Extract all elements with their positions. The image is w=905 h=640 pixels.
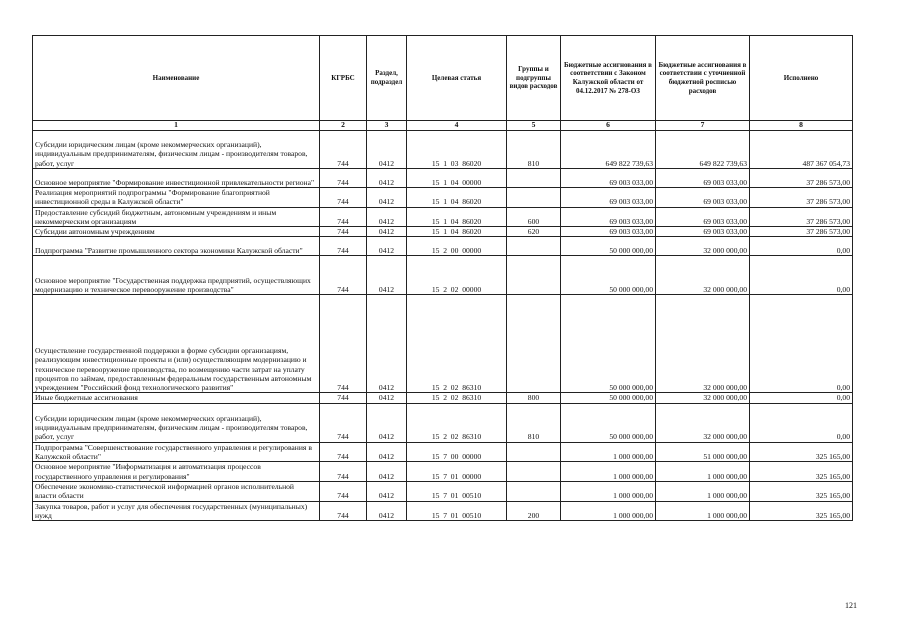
target-article-cell: 15 2 02 86310 <box>407 295 507 393</box>
refined-allocation-cell: 69 003 033,00 <box>656 169 750 188</box>
target-article-cell: 15 2 02 86310 <box>407 403 507 442</box>
executed-cell: 0,00 <box>750 256 853 295</box>
section-cell: 0412 <box>367 237 407 256</box>
budget-execution-table <box>32 35 853 521</box>
row-name-cell: Закупка товаров, работ и услуг для обеспечения государственных (муниципальных) нужд <box>33 501 320 521</box>
table-row <box>33 295 853 393</box>
column-number: 7 <box>656 121 750 131</box>
column-number-row <box>33 121 853 131</box>
target-article-cell: 15 2 02 00000 <box>407 256 507 295</box>
refined-allocation-cell: 69 003 033,00 <box>656 188 750 208</box>
law-allocation-cell: 69 003 033,00 <box>561 188 656 208</box>
row-name-cell: Субсидии автономным учреждениям <box>33 227 320 237</box>
row-name-cell: Предоставление субсидий бюджетным, автономным учреждениям и иным некоммерческим организациям <box>33 207 320 227</box>
expense-group-cell: 200 <box>507 501 561 521</box>
executed-cell: 37 286 573,00 <box>750 207 853 227</box>
executed-cell: 37 286 573,00 <box>750 169 853 188</box>
kgrbs-cell: 744 <box>320 256 367 295</box>
header-section: Раздел, подраздел <box>367 36 407 121</box>
table-row <box>33 237 853 256</box>
header-target-article: Целевая статья <box>407 36 507 121</box>
section-cell: 0412 <box>367 393 407 403</box>
kgrbs-cell: 744 <box>320 393 367 403</box>
law-allocation-cell: 1 000 000,00 <box>561 462 656 482</box>
law-allocation-cell: 50 000 000,00 <box>561 403 656 442</box>
table-row <box>33 403 853 442</box>
refined-allocation-cell: 51 000 000,00 <box>656 442 750 462</box>
expense-group-cell: 810 <box>507 403 561 442</box>
section-cell: 0412 <box>367 188 407 208</box>
header-refined-allocations: Бюджетные ассигнования в соответствии с уточненной бюджетной росписью расходов <box>656 36 750 121</box>
row-name-cell: Обеспечение экономико-статистической информацией органов исполнительной власти области <box>33 481 320 501</box>
executed-cell: 487 367 054,73 <box>750 131 853 169</box>
row-name-cell: Основное мероприятие "Информатизация и автоматизация процессов государственного управления и регулирования" <box>33 462 320 482</box>
section-cell: 0412 <box>367 207 407 227</box>
target-article-cell: 15 7 01 00510 <box>407 501 507 521</box>
executed-cell: 325 165,00 <box>750 462 853 482</box>
kgrbs-cell: 744 <box>320 295 367 393</box>
target-article-cell: 15 1 04 86020 <box>407 188 507 208</box>
table-row <box>33 501 853 521</box>
expense-group-cell: 600 <box>507 207 561 227</box>
expense-group-cell <box>507 256 561 295</box>
target-article-cell: 15 2 02 86310 <box>407 393 507 403</box>
budget-table-sheet <box>32 35 852 521</box>
header-expense-group: Группы и подгруппы видов расходов <box>507 36 561 121</box>
row-name-cell: Реализация мероприятий подпрограммы "Формирование благоприятной инвестиционной среды в Калужской области" <box>33 188 320 208</box>
target-article-cell: 15 1 04 86020 <box>407 207 507 227</box>
column-number: 1 <box>33 121 320 131</box>
law-allocation-cell: 1 000 000,00 <box>561 481 656 501</box>
executed-cell: 325 165,00 <box>750 442 853 462</box>
refined-allocation-cell: 1 000 000,00 <box>656 481 750 501</box>
column-number: 5 <box>507 121 561 131</box>
law-allocation-cell: 50 000 000,00 <box>561 393 656 403</box>
row-name-cell: Подпрограмма "Развитие промышленного сектора экономики Калужской области" <box>33 237 320 256</box>
target-article-cell: 15 7 01 00510 <box>407 481 507 501</box>
header-executed: Исполнено <box>750 36 853 121</box>
kgrbs-cell: 744 <box>320 442 367 462</box>
refined-allocation-cell: 649 822 739,63 <box>656 131 750 169</box>
expense-group-cell: 810 <box>507 131 561 169</box>
column-number: 4 <box>407 121 507 131</box>
column-number: 6 <box>561 121 656 131</box>
refined-allocation-cell: 1 000 000,00 <box>656 462 750 482</box>
expense-group-cell <box>507 295 561 393</box>
row-name-cell: Субсидии юридическим лицам (кроме некоммерческих организаций), индивидуальным предпринимателям, физическим лицам - производителям товаров, работ, услуг <box>33 403 320 442</box>
refined-allocation-cell: 32 000 000,00 <box>656 403 750 442</box>
kgrbs-cell: 744 <box>320 227 367 237</box>
section-cell: 0412 <box>367 501 407 521</box>
law-allocation-cell: 50 000 000,00 <box>561 295 656 393</box>
expense-group-cell <box>507 481 561 501</box>
table-row <box>33 256 853 295</box>
section-cell: 0412 <box>367 256 407 295</box>
section-cell: 0412 <box>367 131 407 169</box>
kgrbs-cell: 744 <box>320 169 367 188</box>
row-name-cell: Основное мероприятие "Государственная поддержка предприятий, осуществляющих модернизацию и техническое перевооружение производства" <box>33 256 320 295</box>
expense-group-cell: 800 <box>507 393 561 403</box>
executed-cell: 325 165,00 <box>750 481 853 501</box>
target-article-cell: 15 1 04 86020 <box>407 227 507 237</box>
expense-group-cell <box>507 237 561 256</box>
expense-group-cell <box>507 442 561 462</box>
table-header-row <box>33 36 853 121</box>
table-row <box>33 188 853 208</box>
row-name-cell: Осуществление государственной поддержки в форме субсидии организациям, реализующим инвестиционные проекты и (или) осуществляющим модернизацию и техническое перевооружение производства, по возмещению части затрат на уплату процентов по займам, предоставленным федеральным государственным автономным учреждением "Российский фонд технологического развития" <box>33 295 320 393</box>
kgrbs-cell: 744 <box>320 207 367 227</box>
table-row <box>33 207 853 227</box>
section-cell: 0412 <box>367 462 407 482</box>
row-name-cell: Подпрограмма "Совершенствование государственного управления и регулирования в Калужской области" <box>33 442 320 462</box>
table-row <box>33 227 853 237</box>
law-allocation-cell: 69 003 033,00 <box>561 169 656 188</box>
kgrbs-cell: 744 <box>320 501 367 521</box>
law-allocation-cell: 69 003 033,00 <box>561 227 656 237</box>
law-allocation-cell: 1 000 000,00 <box>561 501 656 521</box>
expense-group-cell <box>507 462 561 482</box>
row-name-cell: Субсидии юридическим лицам (кроме некоммерческих организаций), индивидуальным предпринимателям, физическим лицам - производителям товаров, работ, услуг <box>33 131 320 169</box>
target-article-cell: 15 7 00 00000 <box>407 442 507 462</box>
target-article-cell: 15 7 01 00000 <box>407 462 507 482</box>
expense-group-cell: 620 <box>507 227 561 237</box>
target-article-cell: 15 2 00 00000 <box>407 237 507 256</box>
law-allocation-cell: 649 822 739,63 <box>561 131 656 169</box>
refined-allocation-cell: 32 000 000,00 <box>656 393 750 403</box>
table-row <box>33 169 853 188</box>
column-number: 8 <box>750 121 853 131</box>
table-row <box>33 462 853 482</box>
column-number: 2 <box>320 121 367 131</box>
executed-cell: 325 165,00 <box>750 501 853 521</box>
table-row <box>33 393 853 403</box>
header-law-allocations: Бюджетные ассигнования в соответствии с Законом Калужской области от 04.12.2017 № 278-ОЗ <box>561 36 656 121</box>
header-name: Наименование <box>33 36 320 121</box>
section-cell: 0412 <box>367 169 407 188</box>
executed-cell: 37 286 573,00 <box>750 227 853 237</box>
executed-cell: 0,00 <box>750 393 853 403</box>
row-name-cell: Основное мероприятие "Формирование инвестиционной привлекательности региона" <box>33 169 320 188</box>
refined-allocation-cell: 32 000 000,00 <box>656 295 750 393</box>
kgrbs-cell: 744 <box>320 481 367 501</box>
section-cell: 0412 <box>367 481 407 501</box>
target-article-cell: 15 1 03 86020 <box>407 131 507 169</box>
table-row <box>33 442 853 462</box>
law-allocation-cell: 1 000 000,00 <box>561 442 656 462</box>
refined-allocation-cell: 69 003 033,00 <box>656 227 750 237</box>
executed-cell: 0,00 <box>750 237 853 256</box>
expense-group-cell <box>507 169 561 188</box>
section-cell: 0412 <box>367 295 407 393</box>
law-allocation-cell: 50 000 000,00 <box>561 256 656 295</box>
executed-cell: 0,00 <box>750 295 853 393</box>
kgrbs-cell: 744 <box>320 403 367 442</box>
kgrbs-cell: 744 <box>320 188 367 208</box>
row-name-cell: Иные бюджетные ассигнования <box>33 393 320 403</box>
law-allocation-cell: 69 003 033,00 <box>561 207 656 227</box>
expense-group-cell <box>507 188 561 208</box>
kgrbs-cell: 744 <box>320 237 367 256</box>
page-number: 121 <box>845 601 857 610</box>
header-kgrbs: КГРБС <box>320 36 367 121</box>
executed-cell: 37 286 573,00 <box>750 188 853 208</box>
kgrbs-cell: 744 <box>320 462 367 482</box>
section-cell: 0412 <box>367 403 407 442</box>
refined-allocation-cell: 32 000 000,00 <box>656 256 750 295</box>
refined-allocation-cell: 32 000 000,00 <box>656 237 750 256</box>
section-cell: 0412 <box>367 227 407 237</box>
table-row <box>33 481 853 501</box>
refined-allocation-cell: 1 000 000,00 <box>656 501 750 521</box>
table-row <box>33 131 853 169</box>
kgrbs-cell: 744 <box>320 131 367 169</box>
executed-cell: 0,00 <box>750 403 853 442</box>
column-number: 3 <box>367 121 407 131</box>
target-article-cell: 15 1 04 00000 <box>407 169 507 188</box>
law-allocation-cell: 50 000 000,00 <box>561 237 656 256</box>
section-cell: 0412 <box>367 442 407 462</box>
refined-allocation-cell: 69 003 033,00 <box>656 207 750 227</box>
